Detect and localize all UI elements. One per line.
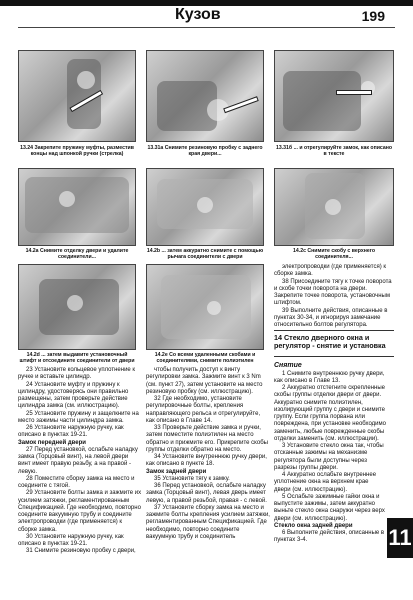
section-rule-bottom <box>274 356 394 357</box>
page-number: 199 <box>361 8 385 24</box>
chapter-tab: 11 <box>387 518 413 558</box>
photo-14-2a <box>18 168 136 246</box>
caption-13-24: 13.24 Закрепите пружину муфты, разместив концы над шпонкой ручки (стрелка) <box>20 145 134 158</box>
paragraph: чтобы получить доступ к винту регулировки замка. Зажмите винт к 3 Nm (см. пункт 27), затем установите на место резиновую пробку (см. иллюстрацию). <box>146 367 263 395</box>
photo-13-31b <box>274 50 394 142</box>
paragraph: 23 Установите кольцевое уплотнение к ручке и вставьте цилиндр. <box>18 367 136 381</box>
caption-14-2e: 14.2e Со всеми удаленными скобами и соединителями, снимите полиэтилен <box>154 352 256 365</box>
photo-14-2d <box>18 264 136 350</box>
section-title: 14 Стекло дверного окна и регулятор - снятие и установка <box>274 333 386 351</box>
subheading: Замок передней двери <box>18 439 86 446</box>
subheading: Замок задней двери <box>146 468 207 475</box>
paragraph: 24 Установите муфту и пружину к цилиндру, удостоверясь они правильно размещены, затем проверьте действие цилиндра замка (см. иллюстрацию). <box>18 381 129 410</box>
paragraph: 38 Присоедините тягу к точке поворота и скобе точки поворота на двери. Закрепите точке поворота, установочным штифтом. <box>274 278 392 307</box>
paragraph: 37 Установите сборку замка на место и зажмите болты крепления усилием затяжки, регламентированным Спецификацией. Где необходимо, повторно соедините вакуумную трубу и соединитель <box>146 504 270 540</box>
paragraph: 5 Ослабьте зажимные гайки окна и выпустите зажимы, затем аккуратно выньте стекло окна снаружи через верх двери (см. иллюстрацию). <box>274 493 385 522</box>
paragraph: 36 Перед установкой, ослабьте наладку замка (Торцовый винт), левая дверь имеет левую, а правой резьбой, правая - с левой. <box>146 483 267 504</box>
text-column-3 <box>274 264 394 329</box>
caption-13-31b: 13.31б ... и отрегулируйте замок, как описано в тексте <box>275 145 393 158</box>
paragraph: 6 Выполните действия, описанные в пунктах 3-4. <box>274 530 385 544</box>
paragraph: 4 Аккуратно ослабьте внутреннее уплотнение окна на верхнем крае двери (см. иллюстрацию). <box>274 472 377 493</box>
photo-13-31a <box>146 50 264 142</box>
paragraph: 33 Проверьте действие замка и ручки, затем поместите полиэтилен на место обратно и прижмите его. Прикрепите скобы группы отделки обратно на место. <box>146 425 268 453</box>
photo-14-2b <box>146 168 264 246</box>
paragraph: электропроводки (где применяется) к сборке замка. <box>274 264 387 278</box>
text-column-4 <box>274 360 386 545</box>
section-rule-top <box>274 330 394 331</box>
paragraph: 29 Установите болты замка и зажмите их усилием затяжки, регламентированным Спецификацией. Где необходимо, повторно соедините вакуумную трубу и соедините электропроводки (где применяется) к сборке замка. <box>18 490 142 533</box>
paragraph: 31 Снимите резиновую пробку с двери, <box>26 548 136 555</box>
photo-14-2c <box>274 168 394 246</box>
paragraph: 34 Установите внутреннюю ручку двери, как описано в пункте 18. <box>146 454 267 468</box>
paragraph: 1 Снимите внутреннюю ручку двери, как описано в Главе 13. <box>274 370 385 384</box>
paragraph: 2 Аккуратно отстегните скрепленные скобы группы отделки двери от двери. Аккуратно снимите полиэтилен, изолирующий группу с двери и снимите группу. Если группа порвана или повреждена, при установке необходимо заменить, любые поврежденные скобы отделки заменить (см. иллюстрации). <box>274 385 386 442</box>
paragraph: 27 Перед установкой, ослабьте наладку замка (Торцовый винт), на левой двери винт имеет правую резьбу, а на правой - левую. <box>18 446 138 475</box>
caption-13-31a: 13.31а Снимите резиновую пробку с заднего края двери... <box>147 145 263 158</box>
paragraph: 35 Установите тягу к замку. <box>154 475 230 482</box>
section-heading <box>274 334 394 351</box>
header-divider <box>18 27 395 28</box>
page-header <box>0 0 413 34</box>
text-column-1 <box>18 367 142 556</box>
paragraph: 30 Установите наружную ручку, как описано в пунктах 19-21. <box>18 533 124 547</box>
chapter-title: Кузов <box>175 6 221 23</box>
caption-14-2b: 14.2b ... затем аккуратно снимите с помощью рычага соединители с двери <box>146 248 264 261</box>
paragraph: 28 Поместите сборку замка на место и соедините с тягой. <box>18 475 135 489</box>
subsection-title: Снятие <box>274 362 302 369</box>
photo-14-2e <box>146 264 264 350</box>
photo-13-24 <box>18 50 136 142</box>
caption-14-2d: 14.2d ... затем выдавите установочный штифт и отсоедините соединители от двери <box>19 352 135 365</box>
paragraph: 26 Установите наружную ручку, как описано в пунктах 19-21. <box>18 425 124 439</box>
paragraph: 39 Выполните действия, описанные в пунктах 30-34, и игнорируя замечание относительно болтов регулятора. <box>274 307 388 328</box>
subheading: Стекло окна задней двери <box>274 522 353 529</box>
paragraph: 32 Где необходимо, установите регулировочные болты, крепления направляющего рельса и отрегулируйте, как описано в Главе 14. <box>146 396 261 424</box>
caption-14-2a: 14.2а Снимите отделку двери и удалите соединители... <box>25 248 129 261</box>
paragraph: 25 Установите пружину и защелкните на место зажимы части цилиндра замка. <box>18 410 139 424</box>
paragraph: 3 Установите стекло окна так, чтобы отсканные зажимы на механизме регулятора были доступны через разрезы группы двери. <box>274 443 384 471</box>
text-column-2 <box>146 367 270 541</box>
caption-14-2c: 14.2c Снимите скобу с верхнего соединителя... <box>292 248 376 261</box>
